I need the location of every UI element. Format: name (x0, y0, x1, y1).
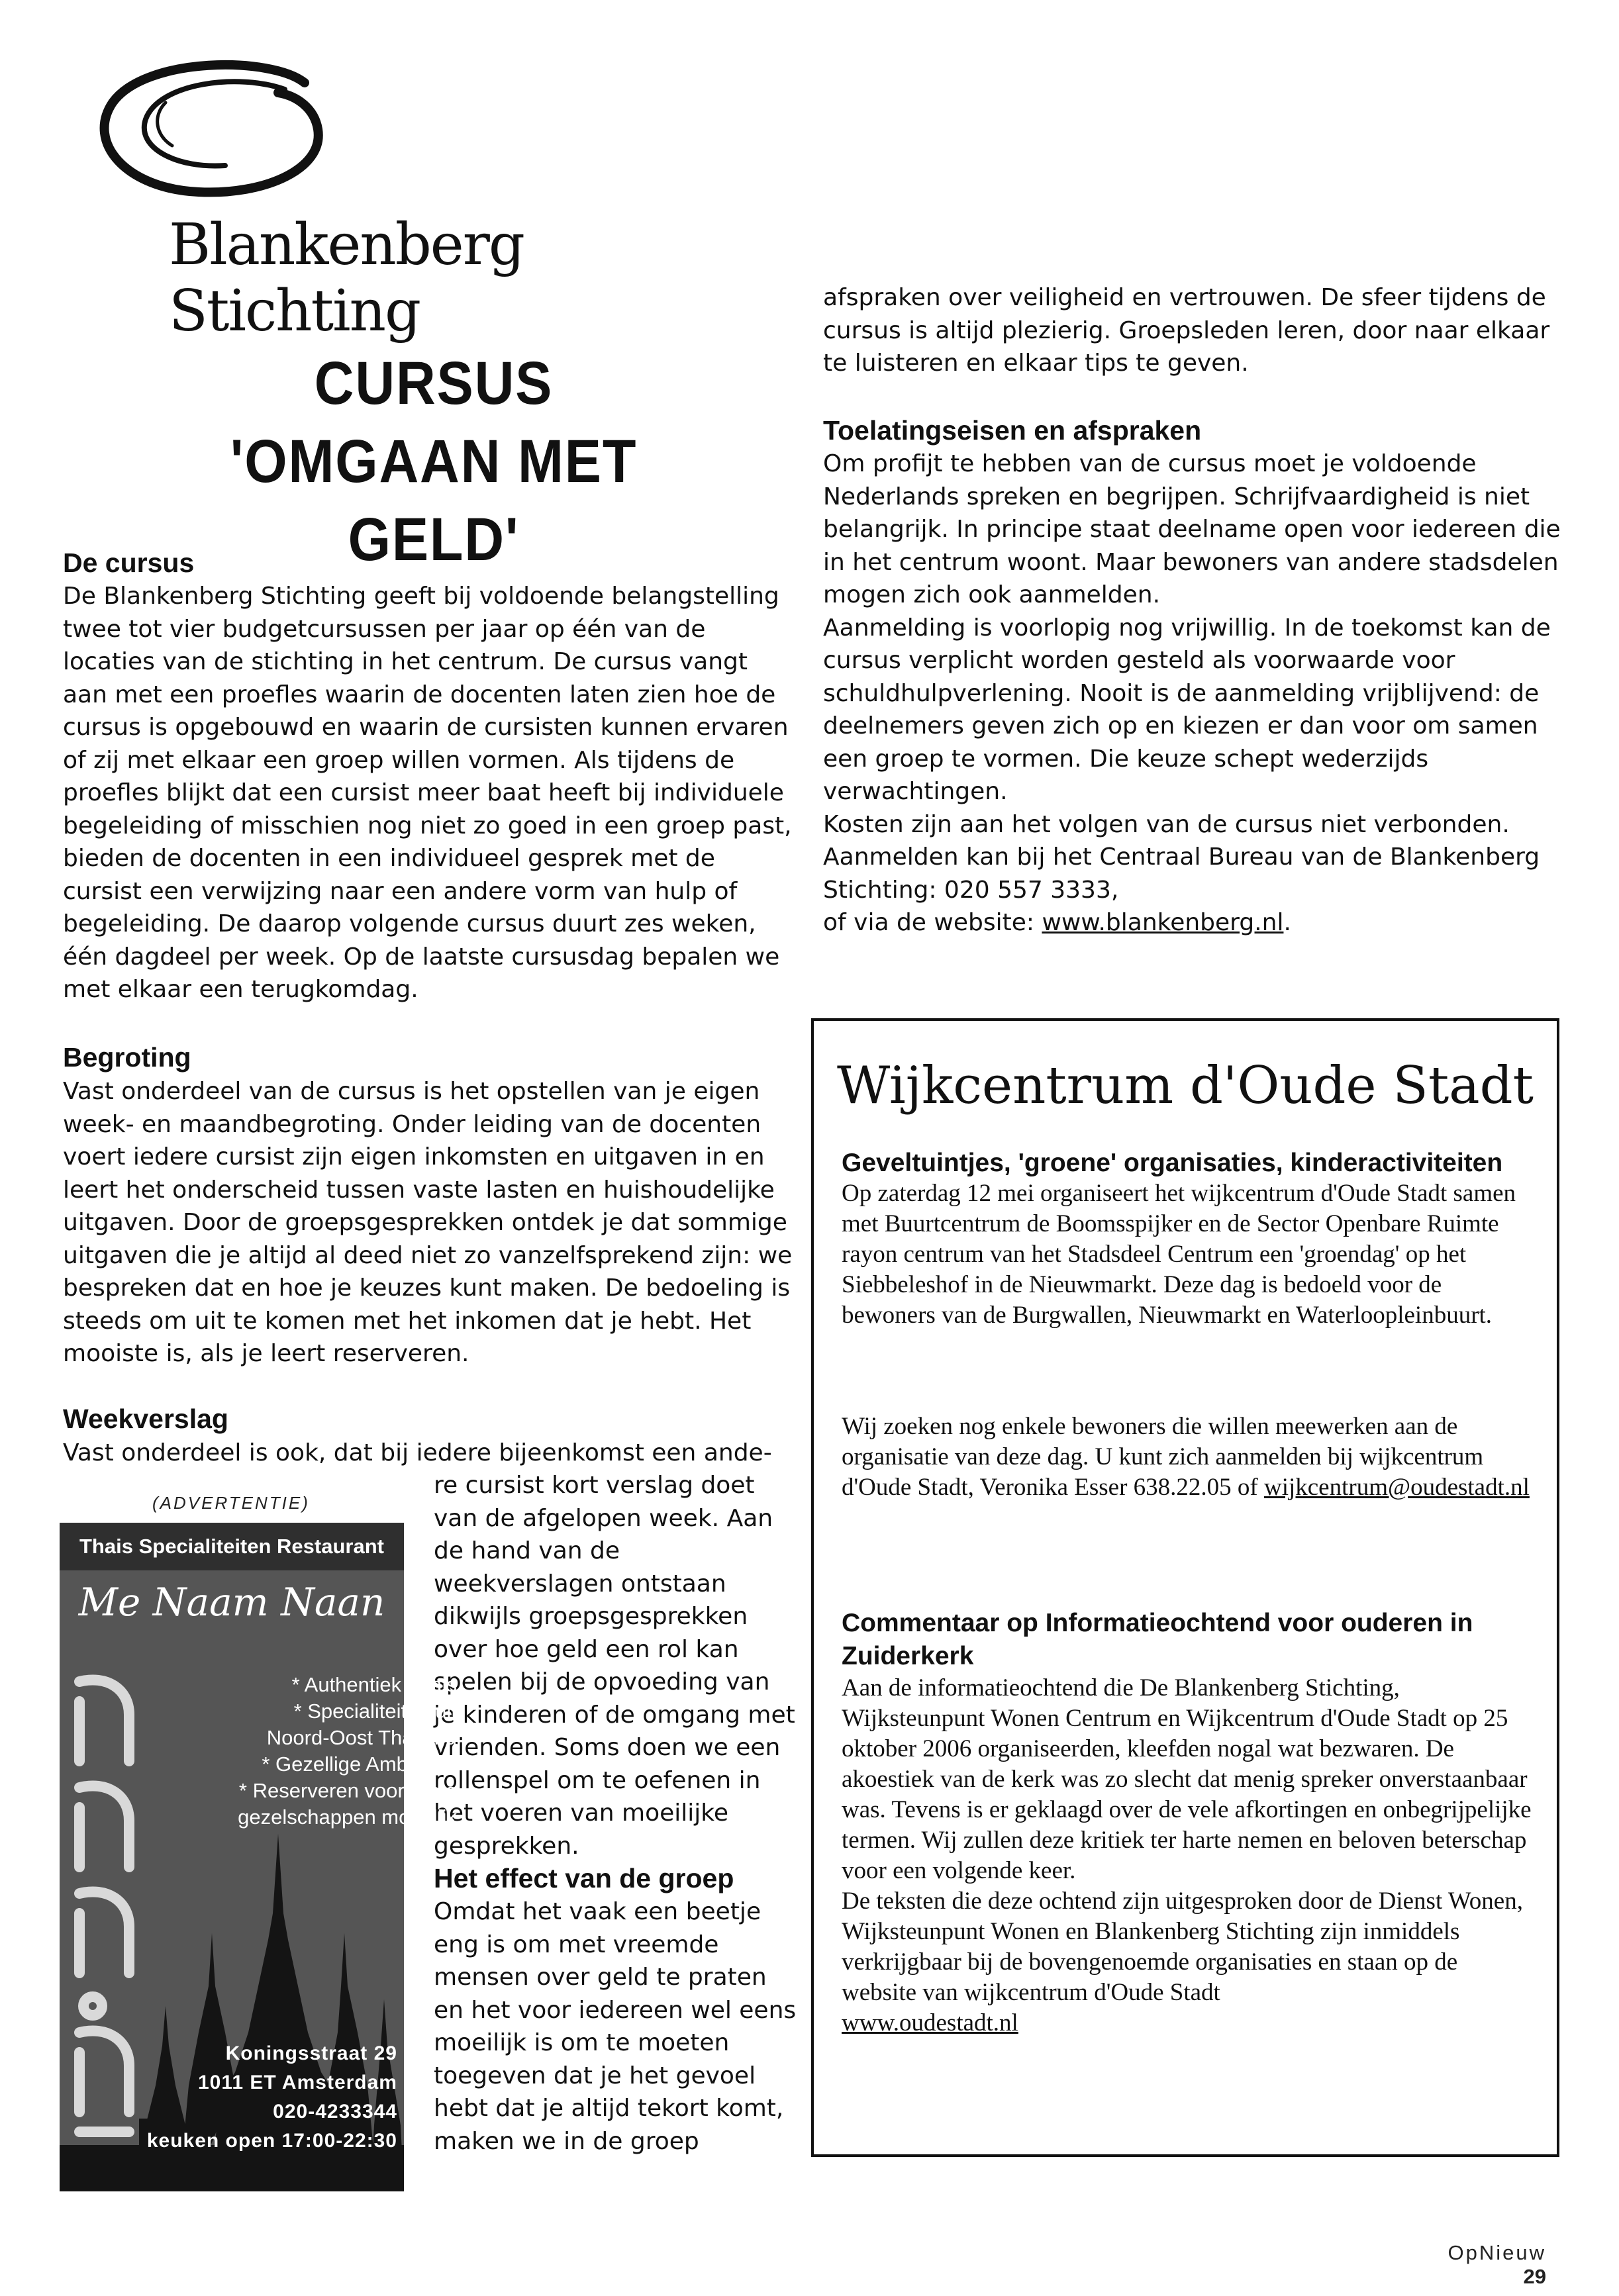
paragraph-effect-groep: Omdat het vaak een beetje eng is om met vreemde mensen over geld te praten en het voor iedereen wel eens moeilijk is om te moeten toegeven dat je het gevoel hebt dat je altijd tekort komt, maken we in de groep (434, 1898, 797, 2155)
article-title: CURSUS 'OMGAAN MET GELD' (230, 350, 638, 573)
paragraph: Kosten zijn aan het volgen van de cursus niet verbonden. (823, 810, 1510, 838)
blankenberg-logo-swirl-icon (86, 56, 338, 209)
blankenberg-website-link[interactable]: www.blankenberg.nl (1042, 909, 1284, 936)
wijkcentrum-box (811, 1018, 1559, 2157)
aanmelden-text: Wij zoeken nog enkele bewoners die willen meewerken aan de organisatie van deze dag. U kunt zich aanmelden bij wijkcentrum d'Oude Stadt, Veronika Esser 638.22.05 of (842, 1413, 1484, 1501)
ad-feature: * Reserveren voor grote (238, 1779, 457, 1802)
website-suffix: . (1283, 909, 1291, 936)
toelatingseisen-text (823, 448, 1565, 939)
heading-de-cursus: De cursus (63, 548, 195, 578)
wijkcentrum-email-link[interactable]: wijkcentrum@oudestadt.nl (1263, 1474, 1530, 1501)
ad-header: Thais Specialiteiten Restaurant (60, 1523, 404, 1570)
magazine-name: OpNieuw (1447, 2241, 1546, 2264)
ad-feature: Noord-Oost Thailand (266, 1726, 457, 1749)
ad-address-line: Koningsstraat 29 (225, 2042, 397, 2064)
paragraph: De teksten die deze ochtend zijn uitgesproken door de Dienst Wonen, Wijksteunpunt Wonen en Blankenberg Stichting zijn inmiddels verkrijgbaar bij de bovengenoemde organisaties en staan op de website van wijkcentrum d'Oude Stadt (842, 1888, 1523, 2006)
ad-feature: * Specialiteiten uit (293, 1699, 457, 1723)
ad-address-line: 1011 ET Amsterdam (197, 2072, 397, 2093)
heading-toelatingseisen: Toelatingseisen en afspraken (823, 415, 1202, 446)
page-footer (1427, 2241, 1546, 2289)
paragraph-continuation: afspraken over veiligheid en vertrouwen. De sfeer tijdens de cursus is altijd plezierig. Groepsleden leren, door naar elkaar te luisteren en elkaar tips te geven. (823, 284, 1550, 377)
heading-begroting: Begroting (63, 1042, 191, 1073)
ad-opening-hours: keuken open 17:00-22:30 (146, 2130, 397, 2152)
restaurant-advertisement (60, 1523, 457, 2191)
ad-feature: * Authentiek Thais (291, 1673, 457, 1696)
ad-restaurant-name: Me Naam Naan (78, 1580, 385, 1625)
paragraph-begroting: Vast onderdeel van de cursus is het opstellen van je eigen week- en maandbegroting. Onder leiding van de docenten voert iedere cursist zijn eigen inkomsten en uitgaven in en leert het onderscheid tussen vaste lasten en huishoudelijke uitgaven. Door de groepsgesprekken ontdek je dat sommige uitgaven die je altijd al deed niet zo vanzelfsprekend zijn: we bespreken dat en hoe je keuzes kunt maken. De bedoeling is steeds om uit te komen met het inkomen dat je hebt. Het mooiste is, als je leert reserveren. (63, 1078, 793, 1367)
paragraph-informatieochtend (842, 1673, 1537, 2038)
page-number: 29 (1523, 2265, 1546, 2288)
paragraph: Aanmelding is voorlopig nog vrijwillig. In de toekomst kan de cursus verplicht worden gesteld als voorwaarde voor schuldhulpverlening. Nooit is de aanmelding vrijblijvend: de deelnemers geven zich op en kiezen er dan voor om samen een groep te vormen. Die keuze schept wederzijds verwachtingen. (823, 614, 1551, 805)
ad-features (146, 1672, 457, 1831)
ad-address (99, 2039, 397, 2156)
paragraph: Om profijt te hebben van de cursus moet je voldoende Nederlands spreken en begrijpen. Schrijfvaardigheid is niet belangrijk. In principe staat deelname open voor iedereen die in het centrum woont. Maar bewoners van andere stadsdelen mogen zich ook aanmelden. (823, 450, 1561, 608)
heading-effect-groep: Het effect van de groep (434, 1863, 734, 1893)
paragraph-weekverslag: re cursist kort verslag doet van de afgelopen week. Aan de hand van de weekverslagen ontstaan dikwijls groepsgesprekken over hoe geld een rol kan spelen bij de opvoeding van je kinderen of de omgang met vrienden. Soms doen we een rollenspel om te oefenen in het voeren van moeilijke gesprekken. (434, 1472, 795, 1860)
website-prefix: of via de website: (823, 909, 1042, 936)
heading-geveltuintjes: Geveltuintjes, 'groene' organisaties, kinderactiviteiten (842, 1149, 1503, 1177)
paragraph: Aan de informatieochtend die De Blankenberg Stichting, Wijksteunpunt Wonen Centrum en Wijkcentrum d'Oude Stadt op 25 oktober 2006 organiseerden, kleefden nogal wat bezwaren. De akoestiek van de kerk was zo slecht dat menig spreker onverstaanbaar was. Tevens is er geklaagd over de vele afkortingen en onbegrijpelijke termen. Wij zullen deze kritiek ter harte nemen en beloven beterschap voor een volgende keer. (842, 1674, 1532, 1884)
paragraph-aanmelden (842, 1411, 1537, 1503)
ad-caption: (ADVERTENTIE) (152, 1493, 310, 1513)
oudestadt-website-link[interactable]: www.oudestadt.nl (842, 2009, 1018, 2036)
paragraph-de-cursus: De Blankenberg Stichting geeft bij voldoende belangstelling twee tot vier budgetcursussen per jaar op één van de locaties van de stichting in het centrum. De cursus vangt aan met een proefles waarin de docenten laten zien hoe de cursus is opgebouwd en waarin de cursisten kunnen ervaren of zij met elkaar een groep willen vormen. Als tijdens de proefles blijkt dat een cursist meer baat heeft bij individuele begeleiding of misschien nog niet zo goed in een groep past, bieden de docenten in een individueel gesprek met de cursist een verwijzing naar een andere vorm van hulp of begeleiding. De daarop volgende cursus duurt zes weken, één dagdeel per week. Op de laatste cursusdag bepalen we met elkaar een terugkomdag. (63, 583, 792, 1003)
ad-feature: gezelschappen mogelijk (238, 1805, 457, 1829)
wijkcentrum-title: Wijkcentrum d'Oude Stadt (837, 1056, 1534, 1116)
paragraph-groendag: Op zaterdag 12 mei organiseert het wijkcentrum d'Oude Stadt samen met Buurtcentrum de Boomsspijker en de Sector Openbare Ruimte rayon centrum van het Stadsdeel Centrum een 'groendag' op het Siebbeleshof in de Nieuwmarkt. Deze dag is bedoeld voor de bewoners van de Burgwallen, Nieuwmarkt en Waterloopleinbuurt. (842, 1180, 1516, 1329)
paragraph: Aanmelden kan bij het Centraal Bureau van de Blankenberg Stichting: 020 557 3333, (823, 843, 1540, 904)
heading-commentaar: Commentaar op Informatieochtend voor ouderen in Zuiderkerk (842, 1609, 1473, 1670)
website-line (823, 906, 1565, 939)
paragraph-weekverslag-intro: Vast onderdeel is ook, dat bij iedere bijeenkomst een ande- (63, 1439, 772, 1466)
ad-feature: * Gezellige Ambiance (262, 1752, 457, 1776)
heading-weekverslag: Weekverslag (63, 1404, 228, 1434)
org-name: Blankenberg Stichting (169, 212, 524, 344)
ad-phone: 020-4233344 (273, 2101, 397, 2123)
